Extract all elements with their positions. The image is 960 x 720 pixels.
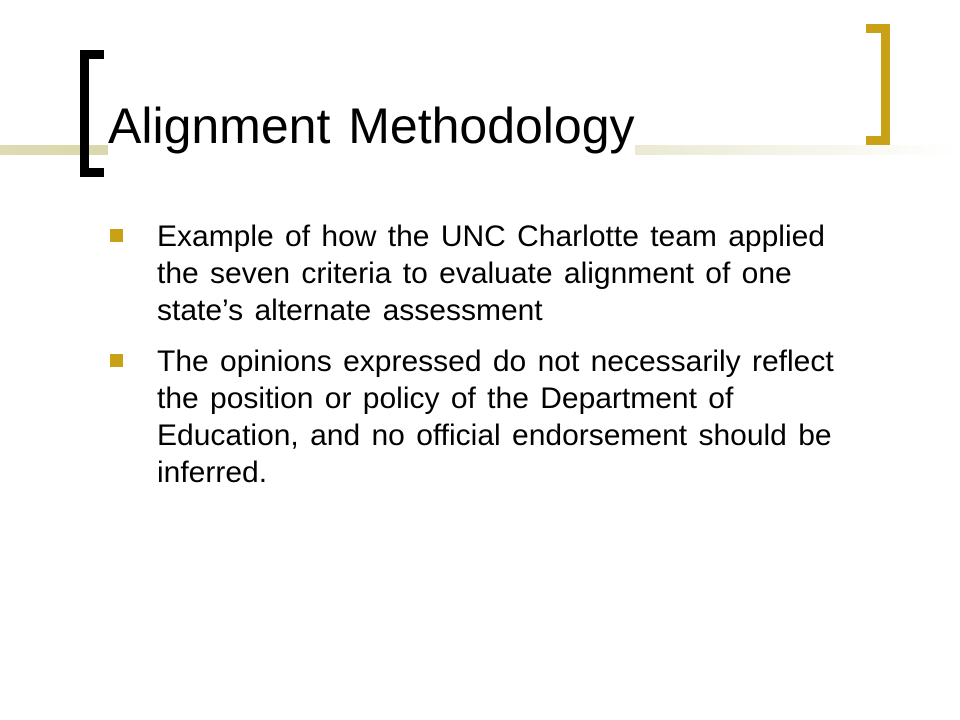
left-bracket-decoration — [80, 50, 104, 177]
bullet-item — [110, 343, 870, 491]
square-bullet-icon — [110, 354, 123, 367]
slide-title: Alignment Methodology — [108, 98, 635, 154]
bullet-item — [110, 218, 870, 329]
bullet-text: Example of how the UNC Charlotte team applied the seven criteria to evaluate alignment of one state’s alternate assessment — [157, 220, 825, 327]
right-bracket-decoration — [866, 24, 890, 145]
square-bullet-icon — [110, 229, 123, 242]
bullet-list — [110, 218, 870, 505]
bullet-text: The opinions expressed do not necessarily reflect the position or policy of the Department of Education, and no official endorsement should be inferred. — [157, 345, 834, 489]
